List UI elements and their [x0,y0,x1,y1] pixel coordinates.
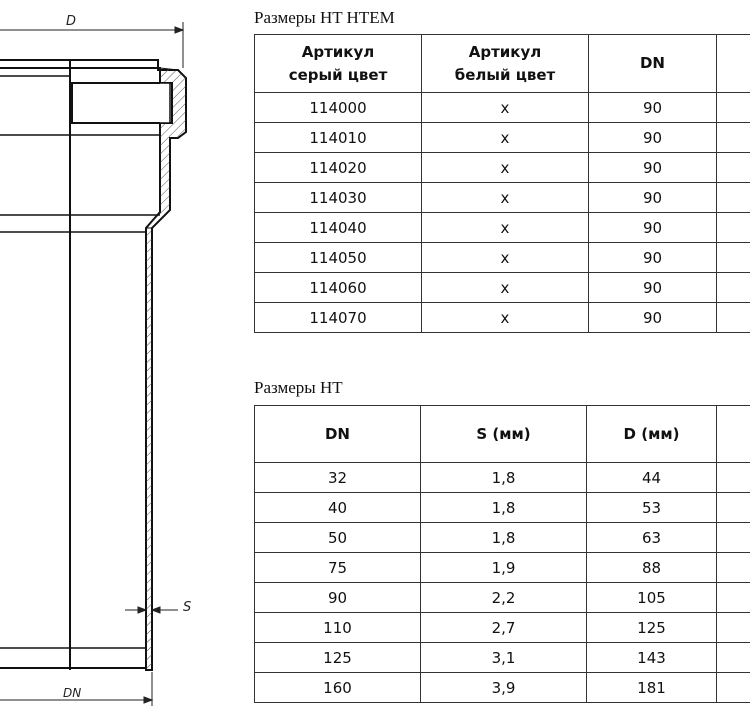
cell-s: 1,8 [421,523,587,553]
cell-extra [717,153,750,183]
table-row [255,613,750,643]
cell-dn: 50 [255,523,421,553]
table-row [255,93,750,123]
cell-extra [717,673,750,703]
header-d: D (мм) [587,406,717,463]
cell-s: 3,9 [421,673,587,703]
cell-article-white: x [422,243,589,273]
cell-article-grey: 114020 [255,153,422,183]
cell-dn: 75 [255,553,421,583]
table-row [255,123,750,153]
header-cut [717,406,750,463]
pipe-socket [0,60,186,670]
cell-article-white: x [422,183,589,213]
cell-d: 88 [587,553,717,583]
table-row [255,583,750,613]
cell-dn: 125 [255,643,421,673]
table-htem-caption: Размеры HT HTEM [254,8,395,27]
table-header-row [255,35,750,93]
cell-extra [717,553,750,583]
dimension-dn-label: DN [63,686,82,700]
cell-extra [717,273,750,303]
table-ht-caption: Размеры HT [254,378,343,397]
cell-article-grey: 114040 [255,213,422,243]
cell-extra [717,463,750,493]
table-row [255,493,750,523]
cell-article-grey: 114070 [255,303,422,333]
cell-extra [717,493,750,523]
cell-extra [717,123,750,153]
cell-dn: 90 [589,243,717,273]
cell-dn: 40 [255,493,421,523]
header-dn: DN [589,35,717,93]
table-header-row [255,406,750,463]
cell-article-grey: 114050 [255,243,422,273]
table-htem [254,34,750,333]
cell-extra [717,93,750,123]
cell-extra [717,643,750,673]
dimension-s-label: S [183,600,192,615]
cell-article-white: x [422,303,589,333]
cell-s: 2,7 [421,613,587,643]
cell-dn: 90 [589,303,717,333]
table-row [255,553,750,583]
table-ht [254,405,750,703]
cell-article-grey: 114030 [255,183,422,213]
cell-extra [717,213,750,243]
cell-dn: 90 [589,123,717,153]
cell-extra [717,613,750,643]
table-row [255,523,750,553]
cell-extra [717,583,750,613]
cell-article-white: x [422,153,589,183]
table-row [255,303,750,333]
cell-d: 181 [587,673,717,703]
cell-d: 53 [587,493,717,523]
table-row [255,243,750,273]
cell-s: 1,9 [421,553,587,583]
table-row [255,183,750,213]
cell-d: 105 [587,583,717,613]
pipe-body [0,60,160,670]
cell-extra [717,243,750,273]
cell-article-grey: 114000 [255,93,422,123]
cell-dn: 110 [255,613,421,643]
cell-d: 125 [587,613,717,643]
cell-dn: 32 [255,463,421,493]
cell-article-white: x [422,273,589,303]
cell-extra [717,523,750,553]
table-row [255,273,750,303]
cell-article-white: x [422,213,589,243]
table-row [255,673,750,703]
cell-dn: 90 [589,153,717,183]
pipe-drawing [0,0,250,714]
cell-extra [717,183,750,213]
cell-article-grey: 114060 [255,273,422,303]
cell-article-white: x [422,93,589,123]
table-row [255,463,750,493]
cell-d: 143 [587,643,717,673]
cell-dn: 90 [589,213,717,243]
cell-dn: 90 [589,93,717,123]
cell-s: 1,8 [421,463,587,493]
cell-dn: 90 [589,273,717,303]
dimension-d-label: D [66,14,77,29]
cell-dn: 90 [255,583,421,613]
cell-extra [717,303,750,333]
dimension-d [0,22,183,68]
cell-d: 63 [587,523,717,553]
table-htem-body [255,93,750,333]
cell-s: 3,1 [421,643,587,673]
cell-d: 44 [587,463,717,493]
cell-article-white: x [422,123,589,153]
cell-s: 1,8 [421,493,587,523]
header-article-grey: Артикул серый цвет [255,35,422,93]
header-cut [717,35,750,93]
header-article-white: Артикул белый цвет [422,35,589,93]
cell-dn: 160 [255,673,421,703]
cell-dn: 90 [589,183,717,213]
cell-article-grey: 114010 [255,123,422,153]
cell-s: 2,2 [421,583,587,613]
table-row [255,643,750,673]
table-ht-body [255,463,750,703]
header-dn: DN [255,406,421,463]
table-row [255,153,750,183]
table-row [255,213,750,243]
header-s: S (мм) [421,406,587,463]
